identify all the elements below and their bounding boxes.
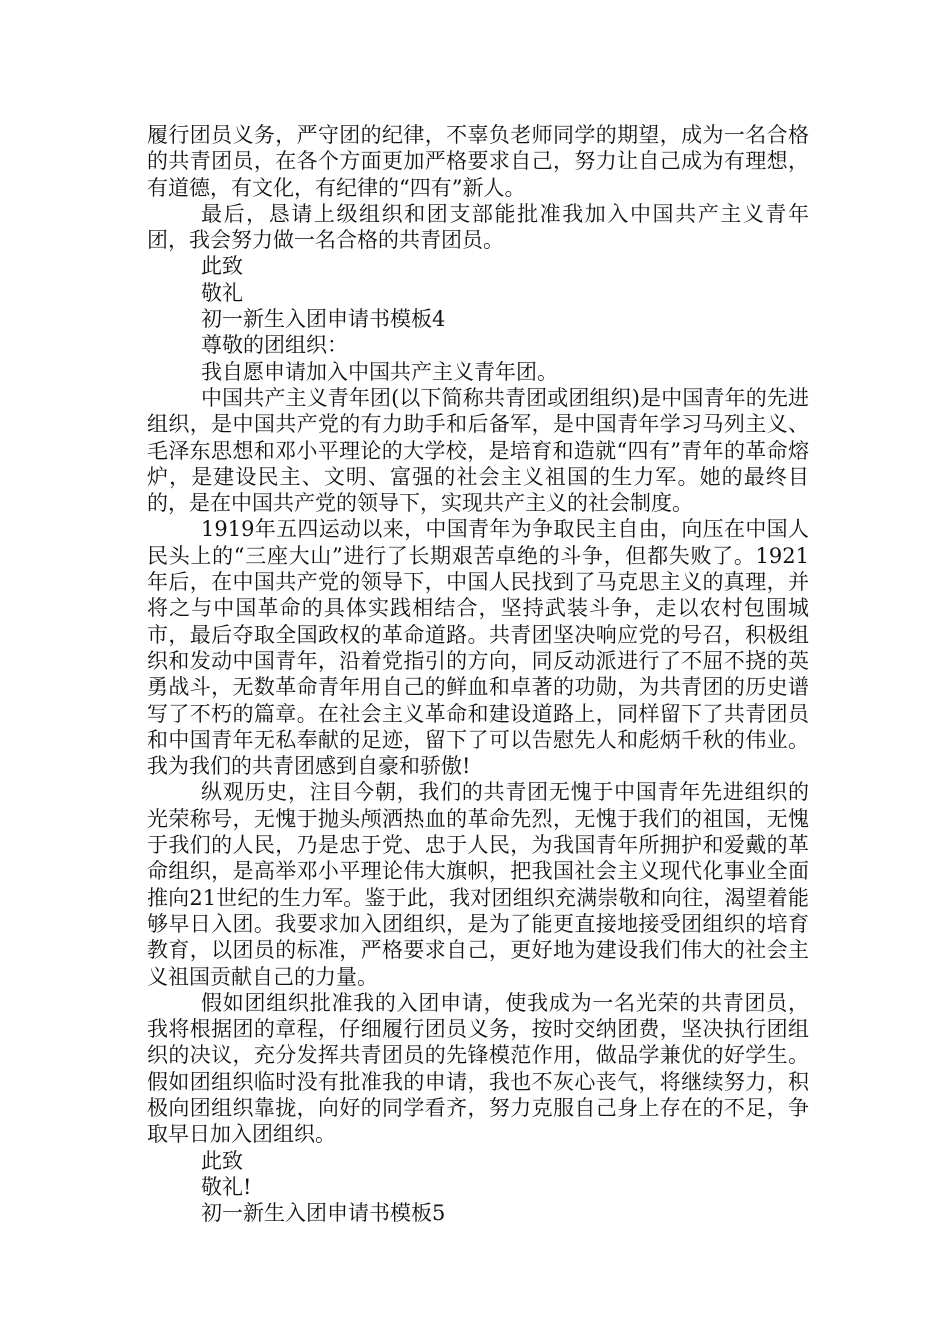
- template-heading-4: 初一新生入团申请书模板4: [201, 307, 446, 332]
- greeting: 尊敬的团组织：: [201, 333, 348, 358]
- template-heading-5: 初一新生入团申请书模板5: [201, 1201, 446, 1226]
- paragraph-application-statement: 我自愿申请加入中国共产主义青年团。: [201, 359, 558, 384]
- salutation-cizhi-2: 此致: [201, 1148, 243, 1173]
- paragraph-commitment: 假如团组织批准我的入团申请，使我成为一名光荣的共青团员，我将根据团的章程，仔细履行团员义务，按时交纳团费，坚决执行团组织的决议，充分发挥共青团员的先锋模范作用，做品学兼优的好学生。假如团组织临时没有批准我的申请，我也不灰心丧气，将继续努力，积极向团组织靠拢，向好的同学看齐，努力克服自己身上存在的不足，争取早日加入团组织。: [147, 990, 809, 1147]
- document-page: [147, 122, 809, 1226]
- paragraph-closing-request: 最后，恳请上级组织和团支部能批准我加入中国共产主义青年团，我会努力做一名合格的共青团员。: [147, 201, 809, 253]
- paragraph-league-intro: 中国共产主义青年团(以下简称共青团或团组织)是中国青年的先进组织，是中国共产党的有力助手和后备军，是中国青年学习马列主义、毛泽东思想和邓小平理论的大学校，是培育和造就“四有”青年的革命熔炉，是建设民主、文明、富强的社会主义祖国的生力军。她的最终目的，是在中国共产党的领导下，实现共产主义的社会制度。: [147, 385, 809, 516]
- paragraph-history: 1919年五四运动以来，中国青年为争取民主自由，向压在中国人民头上的“三座大山”进行了长期艰苦卓绝的斗争，但都失败了。1921年后，在中国共产党的领导下，中国人民找到了马克思主义的真理，并将之与中国革命的具体实践相结合，坚持武装斗争，走以农村包围城市，最后夺取全国政权的革命道路。共青团坚决响应党的号召，积极组织和发动中国青年，沿着党指引的方向，同反动派进行了不屈不挠的英勇战斗，无数革命青年用自己的鲜血和卓著的功勋，为共青团的历史谱写了不朽的篇章。在社会主义革命和建设道路上，同样留下了共青团员和中国青年无私奉献的足迹，留下了可以告慰先人和彪炳千秋的伟业。我为我们的共青团感到自豪和骄傲!: [147, 517, 809, 779]
- salutation-jingli: 敬礼: [201, 280, 243, 305]
- paragraph-continuation: 履行团员义务，严守团的纪律，不辜负老师同学的期望，成为一名合格的共青团员，在各个方面更加严格要求自己，努力让自己成为有理想，有道德，有文化，有纪律的“四有”新人。: [147, 123, 809, 200]
- paragraph-reflection: 纵观历史，注目今朝，我们的共青团无愧于中国青年先进组织的光荣称号，无愧于抛头颅洒热血的革命先烈，无愧于我们的祖国，无愧于我们的人民，乃是忠于党、忠于人民，为我国青年所拥护和爱戴的革命组织，是高举邓小平理论伟大旗帜，把我国社会主义现代化事业全面推向21世纪的生力军。鉴于此，我对团组织充满崇敬和向往，渴望着能够早日入团。我要求加入团组织，是为了能更直接地接受团组织的培育教育，以团员的标准，严格要求自己，更好地为建设我们伟大的社会主义祖国贡献自己的力量。: [147, 780, 809, 989]
- salutation-jingli-2: 敬礼!: [201, 1174, 252, 1199]
- salutation-cizhi: 此致: [201, 254, 243, 279]
